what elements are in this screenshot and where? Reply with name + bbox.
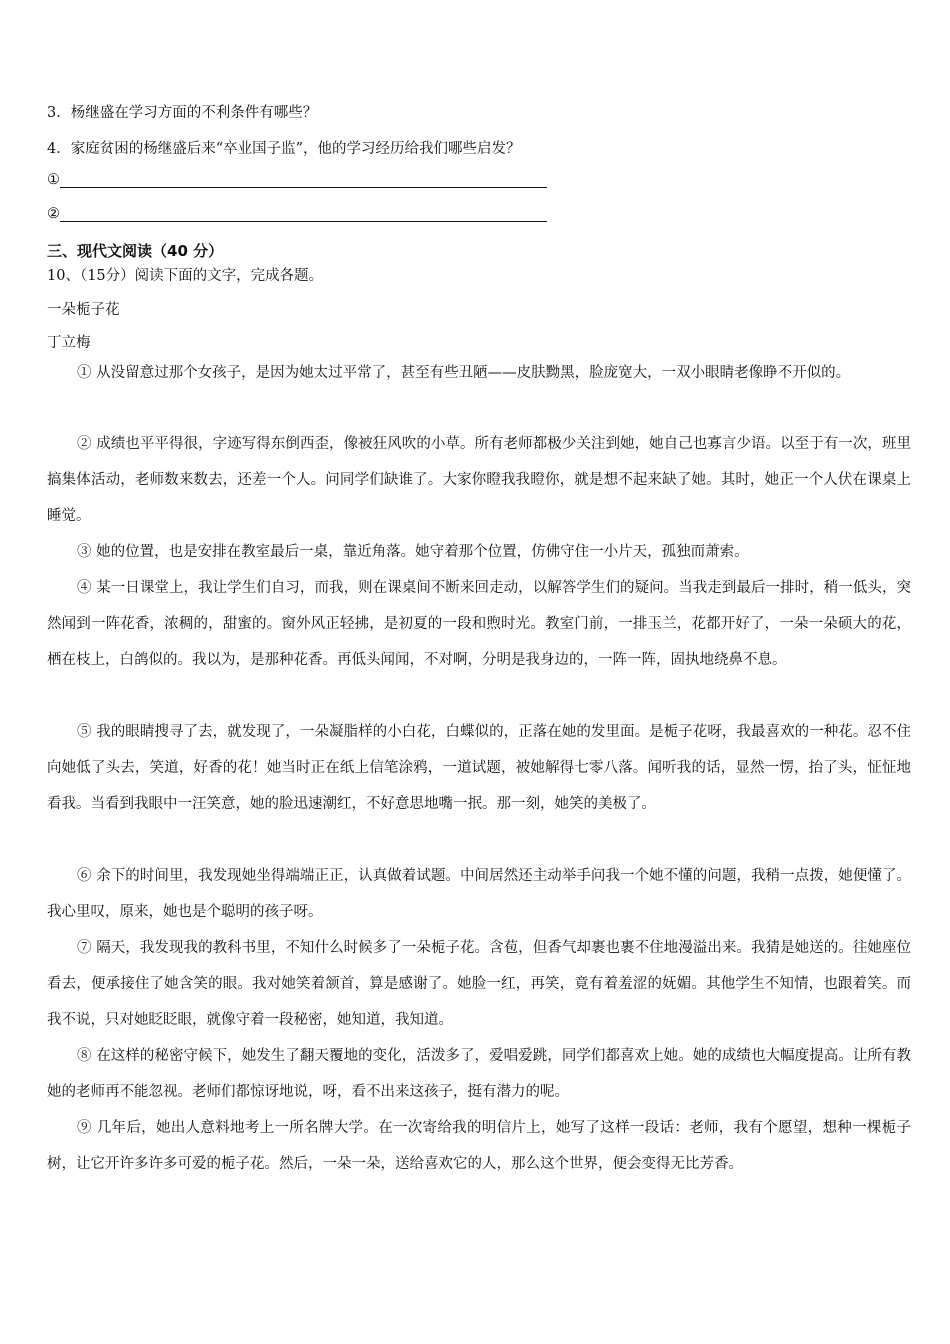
article-paragraph-5: ⑤ 我的眼睛搜寻了去，就发现了，一朵凝脂样的小白花，白蝶似的，正落在她的发里面。是栀子花呀，我最喜欢的一种花。忍不住向她低了头去，笑道，好香的花！她当时正在纸上信笔涂鸦，一道试题，被她解得七零八落。闻听我的话，显然一愣，抬了头，怔怔地看我。当看到我眼中一汪笑意，她的脸迅速潮红，不好意思地嘴一抿。那一刻，她笑的美极了。 [47, 724, 911, 812]
article-author: 丁立梅 [47, 335, 91, 351]
answer-marker-2: ② [47, 206, 60, 222]
answer-blank-1[interactable] [60, 172, 547, 188]
article-paragraph-7: ⑦ 隔天，我发现我的教科书里，不知什么时候多了一朵栀子花。含苞，但香气却裹也裹不住地漫溢出来。我猜是她送的。往她座位看去，便承接住了她含笑的眼。我对她笑着颔首，算是感谢了。她脸一红，再笑，竟有着羞涩的妩媚。其他学生不知情，也跟着笑。而我不说，只对她眨眨眼，就像守着一段秘密，她知道，我知道。 [47, 940, 911, 1028]
article-paragraph-9: ⑨ 几年后，她出人意料地考上一所名牌大学。在一次寄给我的明信片上，她写了这样一段话：老师，我有个愿望，想种一棵栀子树，让它开许多许多可爱的栀子花。然后，一朵一朵，送给喜欢它的人，那么这个世界，便会变得无比芳香。 [47, 1120, 911, 1172]
article-paragraph-2: ② 成绩也平平得很，字迹写得东倒西歪，像被狂风吹的小草。所有老师都极少关注到她，她自己也寡言少语。以至于有一次，班里搞集体活动，老师数来数去，还差一个人。问同学们缺谁了。大家你瞪我我瞪你，就是想不起来缺了她。其时，她正一个人伏在课桌上睡觉。 [47, 436, 911, 524]
article-paragraph-4: ④ 某一日课堂上，我让学生们自习，而我，则在课桌间不断来回走动，以解答学生们的疑问。当我走到最后一排时，稍一低头，突然闻到一阵花香，浓稠的，甜蜜的。窗外风正轻拂，是初夏的一段和煦时光。教室门前，一排玉兰，花都开好了，一朵一朵硕大的花，栖在枝上，白鸽似的。我以为，是那种花香。再低头闻闻，不对啊，分明是我身边的，一阵一阵，固执地绕鼻不息。 [47, 580, 911, 668]
section-heading: 三、现代文阅读（40 分） [47, 242, 224, 260]
article-paragraph-6: ⑥ 余下的时间里，我发现她坐得端端正正，认真做着试题。中间居然还主动举手问我一个她不懂的问题，我稍一点拨，她便懂了。我心里叹，原来，她也是个聪明的孩子呀。 [47, 868, 911, 920]
article-paragraph-1: ① 从没留意过那个女孩子，是因为她太过平常了，甚至有些丑陋——皮肤黝黑，脸庞宽大，一双小眼睛老像睁不开似的。 [77, 365, 851, 381]
answer-line-2[interactable] [47, 206, 547, 222]
question-4: 4．家庭贫困的杨继盛后来“卒业国子监”，他的学习经历给我们哪些启发？ [47, 141, 521, 157]
answer-marker-1: ① [47, 172, 60, 188]
article-title: 一朵栀子花 [47, 302, 120, 318]
answer-blank-2[interactable] [60, 206, 547, 222]
question-3: 3．杨继盛在学习方面的不利条件有哪些？ [47, 105, 318, 121]
task-instruction: 10、（15分）阅读下面的文字，完成各题。 [47, 268, 324, 284]
article-paragraph-8: ⑧ 在这样的秘密守候下，她发生了翻天覆地的变化，活泼多了，爱唱爱跳，同学们都喜欢上她。她的成绩也大幅度提高。让所有教她的老师再不能忽视。老师们都惊讶地说，呀，看不出来这孩子，挺有潜力的呢。 [47, 1048, 911, 1100]
article-paragraph-3: ③ 她的位置，也是安排在教室最后一桌，靠近角落。她守着那个位置，仿佛守住一小片天，孤独而萧索。 [77, 544, 749, 560]
answer-line-1[interactable] [47, 172, 547, 188]
